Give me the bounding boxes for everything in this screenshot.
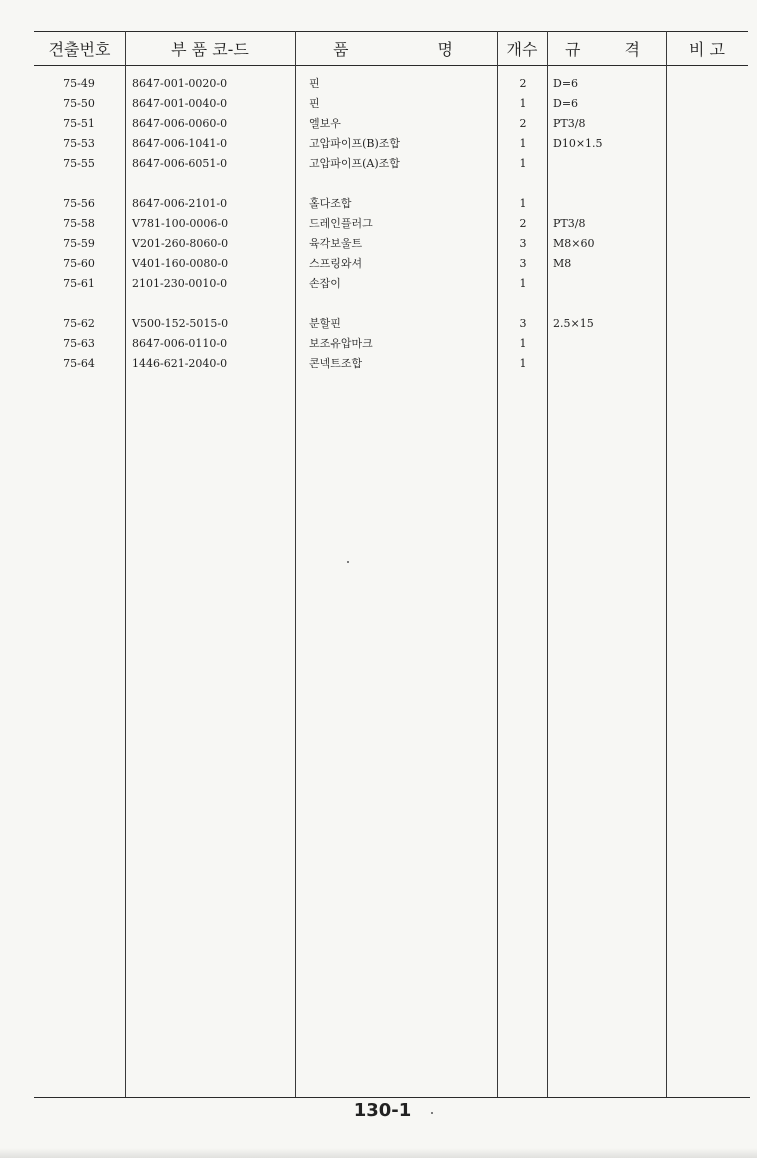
header-spec-second: 격 xyxy=(624,39,640,59)
part-name: 보조유압마크 xyxy=(309,337,373,350)
table-row xyxy=(0,274,757,294)
table-row xyxy=(0,214,757,234)
spec: PT3/8 xyxy=(553,117,586,130)
spec: D=6 xyxy=(553,97,579,110)
quantity: 3 xyxy=(519,237,527,250)
quantity: 2 xyxy=(519,217,527,230)
scan-edge-shading xyxy=(0,1148,757,1158)
header-quantity: 개수 xyxy=(506,39,538,59)
spec: 2.5×15 xyxy=(553,317,594,330)
table-body xyxy=(0,74,757,374)
header-part-name-second: 명 xyxy=(437,39,453,59)
part-code: 8647-001-0020-0 xyxy=(132,77,228,90)
part-code: V500-152-5015-0 xyxy=(132,317,229,330)
part-code: V781-100-0006-0 xyxy=(132,217,229,230)
part-code: 1446-621-2040-0 xyxy=(132,357,228,370)
quantity: 1 xyxy=(519,197,527,210)
part-code: 8647-006-6051-0 xyxy=(132,157,228,170)
part-name: 엘보우 xyxy=(309,117,341,130)
item-no: 75-58 xyxy=(63,217,95,230)
header-bottom-rule xyxy=(34,65,748,66)
table-row xyxy=(0,94,757,114)
part-code: 8647-006-1041-0 xyxy=(132,137,228,150)
scan-speck xyxy=(347,561,349,563)
part-code: 8647-006-0060-0 xyxy=(132,117,228,130)
item-no: 75-55 xyxy=(63,157,95,170)
table-bottom-rule xyxy=(34,1097,750,1098)
table-row xyxy=(0,194,757,214)
header-remarks: 비 고 xyxy=(689,39,725,59)
spec: M8 xyxy=(553,257,572,270)
table-row xyxy=(0,74,757,94)
part-name: 핀 xyxy=(309,77,320,90)
table-row xyxy=(0,354,757,374)
spec: M8×60 xyxy=(553,237,595,250)
quantity: 3 xyxy=(519,317,527,330)
item-no: 75-59 xyxy=(63,237,95,250)
page-number: 130-1 xyxy=(353,1100,412,1121)
part-name: 고압파이프(A)조합 xyxy=(309,157,400,170)
part-name: 고압파이프(B)조합 xyxy=(309,137,401,150)
item-no: 75-63 xyxy=(63,337,95,350)
quantity: 1 xyxy=(519,277,527,290)
quantity: 2 xyxy=(519,77,527,90)
item-no: 75-61 xyxy=(63,277,95,290)
table-row xyxy=(0,134,757,154)
quantity: 1 xyxy=(519,357,527,370)
part-name: 육각보울트 xyxy=(309,237,363,250)
part-code: 8647-006-0110-0 xyxy=(132,337,228,350)
part-code: V201-260-8060-0 xyxy=(132,237,229,250)
part-name: 분할핀 xyxy=(309,317,341,330)
item-no: 75-49 xyxy=(63,77,95,90)
spec: D=6 xyxy=(553,77,579,90)
item-no: 75-62 xyxy=(63,317,95,330)
part-code: V401-160-0080-0 xyxy=(132,257,229,270)
header-part-code: 부 품 코-드 xyxy=(171,39,249,59)
item-no: 75-56 xyxy=(63,197,95,210)
part-code: 2101-230-0010-0 xyxy=(132,277,228,290)
quantity: 1 xyxy=(519,337,527,350)
header-spec xyxy=(547,31,666,65)
part-name: 홀다조합 xyxy=(309,197,352,210)
header-spec-first: 규 xyxy=(565,39,581,59)
spec: PT3/8 xyxy=(553,217,586,230)
header-part-name-first: 품 xyxy=(333,39,349,59)
item-no: 75-53 xyxy=(63,137,95,150)
part-name: 핀 xyxy=(309,97,320,110)
table-row xyxy=(0,114,757,134)
header-item-no: 견출번호 xyxy=(48,39,111,59)
quantity: 1 xyxy=(519,137,527,150)
part-code: 8647-001-0040-0 xyxy=(132,97,228,110)
part-name: 손잡이 xyxy=(309,277,341,290)
table-row xyxy=(0,154,757,174)
quantity: 1 xyxy=(519,157,527,170)
quantity: 2 xyxy=(519,117,527,130)
item-no: 75-64 xyxy=(63,357,95,370)
part-name: 콘넥트조합 xyxy=(309,357,363,370)
item-no: 75-60 xyxy=(63,257,95,270)
quantity: 3 xyxy=(519,257,527,270)
table-row xyxy=(0,234,757,254)
part-name: 스프링와셔 xyxy=(309,257,363,270)
item-no: 75-50 xyxy=(63,97,95,110)
spec: D10×1.5 xyxy=(553,137,603,150)
part-name: 드레인플러그 xyxy=(309,217,373,230)
table-row xyxy=(0,334,757,354)
item-no: 75-51 xyxy=(63,117,95,130)
header-part-name xyxy=(295,31,497,65)
table-row xyxy=(0,254,757,274)
quantity: 1 xyxy=(519,97,527,110)
table-row xyxy=(0,314,757,334)
part-code: 8647-006-2101-0 xyxy=(132,197,228,210)
